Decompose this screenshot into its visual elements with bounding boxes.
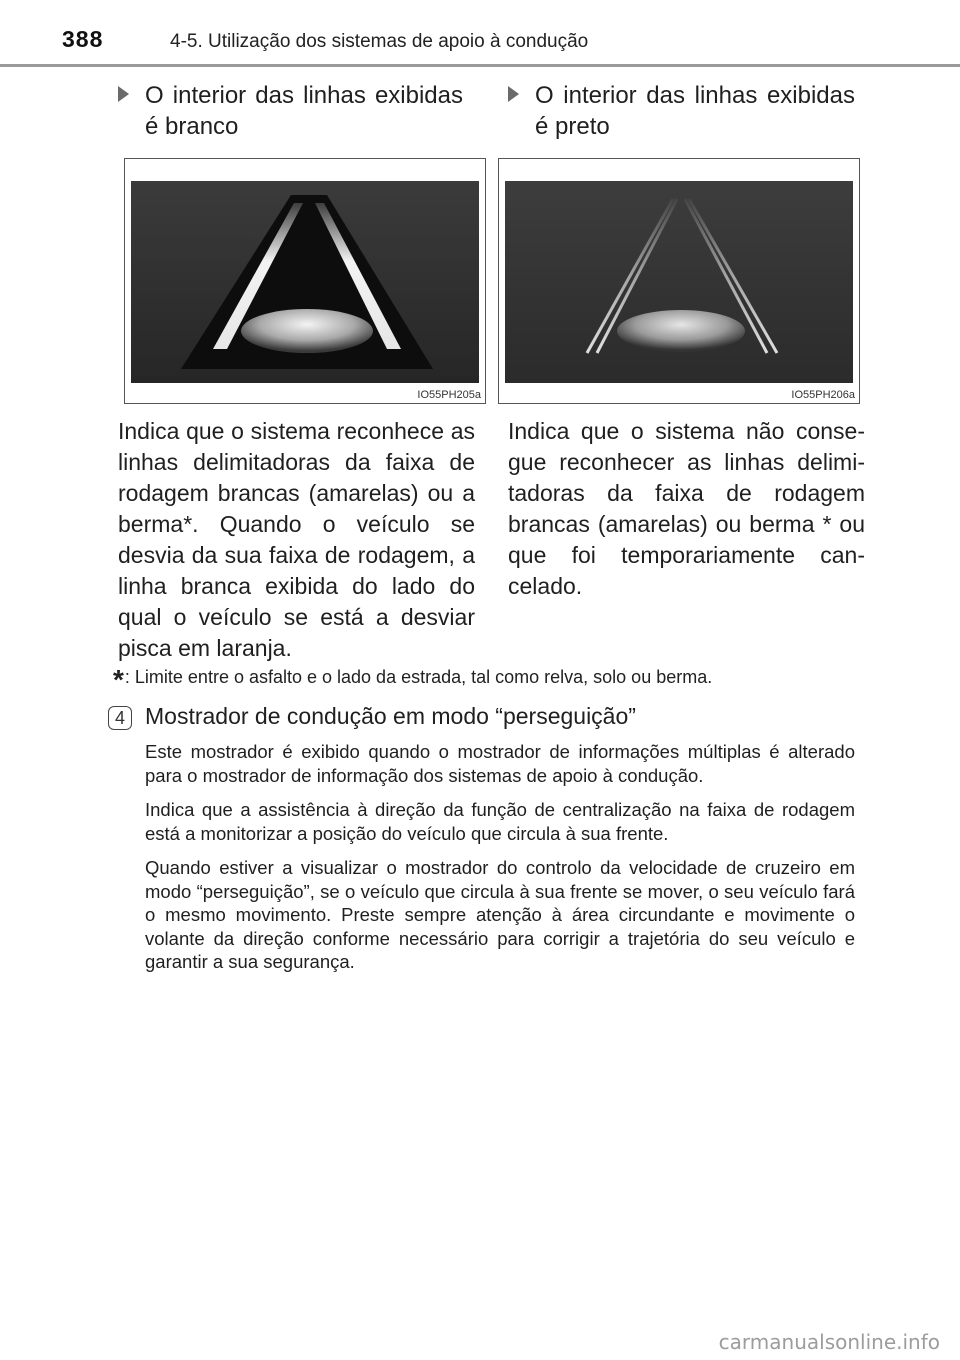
column-description-white: Indica que o sistema reconhece as linhas delimitadoras da faixa de rodagem brancas (amarelas) ou a berma*. Quando o veículo se desvia da sua faixa de rodagem, a linha branca exibida do lado do qual o veículo se está a desviar pisca em laranja. xyxy=(118,418,475,661)
item-title: Mostrador de condução em modo “perseguição” xyxy=(145,703,636,729)
section-title: 4-5. Utilização dos sistemas de apoio à condução xyxy=(170,31,589,52)
header-rule xyxy=(0,64,960,67)
lane-display-black-image xyxy=(505,181,853,383)
item-paragraph: Indica que a assistência à direção da função de centralização na faixa de rodagem está a monitorizar a posição do veículo que circula à sua frente. xyxy=(145,799,855,844)
item-number-badge: 4 xyxy=(108,706,132,730)
figure-code: IO55PH206a xyxy=(791,389,855,401)
column-description-black: Indica que o sistema não consegue reconhecer as linhas delimitadoras da faixa de rodagem brancas (amarelas) ou berma * ou que foi temporariamente cancelado. xyxy=(508,418,865,599)
footnote-marker: * xyxy=(113,664,124,695)
arrow-right-icon xyxy=(508,86,519,102)
footnote xyxy=(113,664,712,696)
heading-text: O interior das linhas exibidas é preto xyxy=(535,82,855,140)
lane-display-white-image xyxy=(131,181,479,383)
column-heading-white xyxy=(118,80,463,142)
footnote-text: : Limite entre o asfalto e o lado da estrada, tal como relva, solo ou berma. xyxy=(124,667,713,687)
heading-text: O interior das linhas exibidas é branco xyxy=(145,82,463,140)
figure-lines-black xyxy=(498,158,860,404)
page-number: 388 xyxy=(62,26,104,52)
figure-code: IO55PH205a xyxy=(417,389,481,401)
item-paragraph: Quando estiver a visualizar o mostrador do controlo da velocidade de cruzeiro em modo “perseguição”, se o veículo que circula à sua frente se mover, o seu veículo fará o mesmo movimento. Preste sempre atenção à área circundante e movimente o volante da direção conforme necessário para corrigir a trajetória do seu veículo e garantir a sua segurança. xyxy=(145,857,855,972)
figure-lines-white xyxy=(124,158,486,404)
watermark: carmanualsonline.info xyxy=(718,1330,940,1354)
column-heading-black xyxy=(508,80,855,142)
arrow-right-icon xyxy=(118,86,129,102)
item-paragraph: Este mostrador é exibido quando o mostrador de informações múltiplas é alterado para o mostrador de informação dos sistemas de apoio à condução. xyxy=(145,741,855,786)
